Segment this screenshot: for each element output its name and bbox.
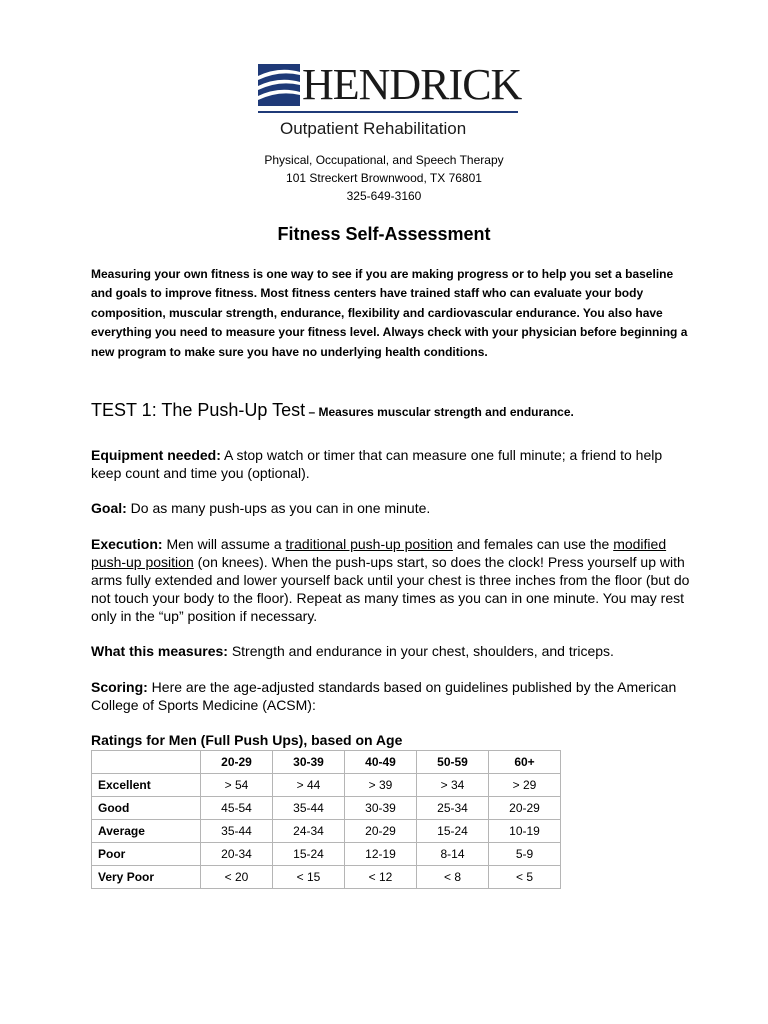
table-cell: < 12	[345, 866, 417, 889]
table-cell: 35-44	[201, 820, 273, 843]
logo-wordmark: HENDRICK	[302, 60, 522, 109]
table-header-cell: 20-29	[201, 751, 273, 774]
table-cell: > 39	[345, 774, 417, 797]
scoring-label: Scoring:	[91, 679, 148, 695]
table-cell: < 15	[273, 866, 345, 889]
table-row	[92, 820, 561, 843]
table-cell: > 44	[273, 774, 345, 797]
table-cell: 15-24	[417, 820, 489, 843]
table-cell: > 34	[417, 774, 489, 797]
goal-paragraph	[91, 499, 691, 517]
ratings-table-title: Ratings for Men (Full Push Ups), based on Age	[91, 732, 403, 748]
test1-subtitle: – Measures muscular strength and endurance.	[305, 405, 574, 419]
row-label: Good	[92, 797, 201, 820]
ratings-table	[91, 750, 561, 889]
execution-text-post: (on knees). When the push-ups start, so does the clock! Press yourself up with arms fully extended and lower yourself back until your chest is three inches from the floor (but do not touch your body to the floor). Repeat as many times as you can in one minute. You may rest only in the “up” position if necessary.	[91, 554, 690, 624]
table-header-cell: 30-39	[273, 751, 345, 774]
table-cell: 5-9	[489, 843, 561, 866]
measures-paragraph	[91, 642, 691, 660]
equipment-paragraph	[91, 446, 691, 482]
table-header-cell: 60+	[489, 751, 561, 774]
table-cell: < 8	[417, 866, 489, 889]
measures-label: What this measures:	[91, 643, 228, 659]
scoring-paragraph	[91, 678, 691, 714]
table-cell: 24-34	[273, 820, 345, 843]
table-cell: < 5	[489, 866, 561, 889]
execution-label: Execution:	[91, 536, 163, 552]
row-label: Poor	[92, 843, 201, 866]
logo-subtitle: Outpatient Rehabilitation	[280, 119, 467, 138]
address-line: 101 Streckert Brownwood, TX 76801	[286, 171, 482, 185]
logo-divider	[258, 111, 518, 113]
traditional-pushup-link[interactable]: traditional push-up position	[285, 536, 453, 552]
hendrick-logo-icon	[258, 64, 300, 106]
modified-pushup-link[interactable]: modified push-up position	[91, 536, 667, 570]
page-title: Fitness Self-Assessment	[277, 224, 491, 244]
table-row	[92, 843, 561, 866]
table-row	[92, 774, 561, 797]
execution-text-mid: and females can use the	[452, 536, 614, 552]
equipment-label: Equipment needed:	[91, 447, 221, 463]
execution-paragraph	[91, 535, 691, 625]
goal-text: Do as many push-ups as you can in one minute.	[126, 500, 431, 516]
scoring-text: Here are the age-adjusted standards based on guidelines published by the American College of Sports Medicine (ACSM):	[91, 679, 677, 713]
table-cell: > 54	[201, 774, 273, 797]
table-cell: 10-19	[489, 820, 561, 843]
table-cell: 30-39	[345, 797, 417, 820]
table-header-cell	[92, 751, 201, 774]
table-cell: < 20	[201, 866, 273, 889]
equipment-text: A stop watch or timer that can measure one full minute; a friend to help keep count and time you (optional).	[91, 447, 663, 481]
table-cell: 45-54	[201, 797, 273, 820]
row-label: Very Poor	[92, 866, 201, 889]
row-label: Excellent	[92, 774, 201, 797]
table-cell: 20-29	[489, 797, 561, 820]
measures-text: Strength and endurance in your chest, shoulders, and triceps.	[227, 643, 614, 659]
table-cell: > 29	[489, 774, 561, 797]
table-header-cell: 40-49	[345, 751, 417, 774]
table-header-cell: 50-59	[417, 751, 489, 774]
table-row	[92, 866, 561, 889]
table-cell: 20-34	[201, 843, 273, 866]
test1-title: TEST 1: The Push-Up Test	[91, 400, 306, 420]
services-line: Physical, Occupational, and Speech Therapy	[264, 153, 504, 167]
table-cell: 25-34	[417, 797, 489, 820]
phone-line: 325-649-3160	[346, 189, 422, 203]
table-header-row	[92, 751, 561, 774]
goal-label: Goal:	[91, 500, 127, 516]
row-label: Average	[92, 820, 201, 843]
test1-heading	[91, 400, 574, 421]
table-cell: 20-29	[345, 820, 417, 843]
table-cell: 35-44	[273, 797, 345, 820]
table-cell: 8-14	[417, 843, 489, 866]
intro-paragraph: Measuring your own fitness is one way to see if you are making progress or to help you set a baseline and goals to improve fitness. Most fitness centers have trained staff who can evaluate your body composition, muscular strength, endurance, flexibility and cardiovascular endurance. You also have everything you need to measure your fitness level. Always check with your physician before beginning a new program to make sure you have no underlying health conditions.	[91, 267, 688, 359]
execution-text-pre: Men will assume a	[162, 536, 286, 552]
table-row	[92, 797, 561, 820]
table-cell: 12-19	[345, 843, 417, 866]
table-cell: 15-24	[273, 843, 345, 866]
